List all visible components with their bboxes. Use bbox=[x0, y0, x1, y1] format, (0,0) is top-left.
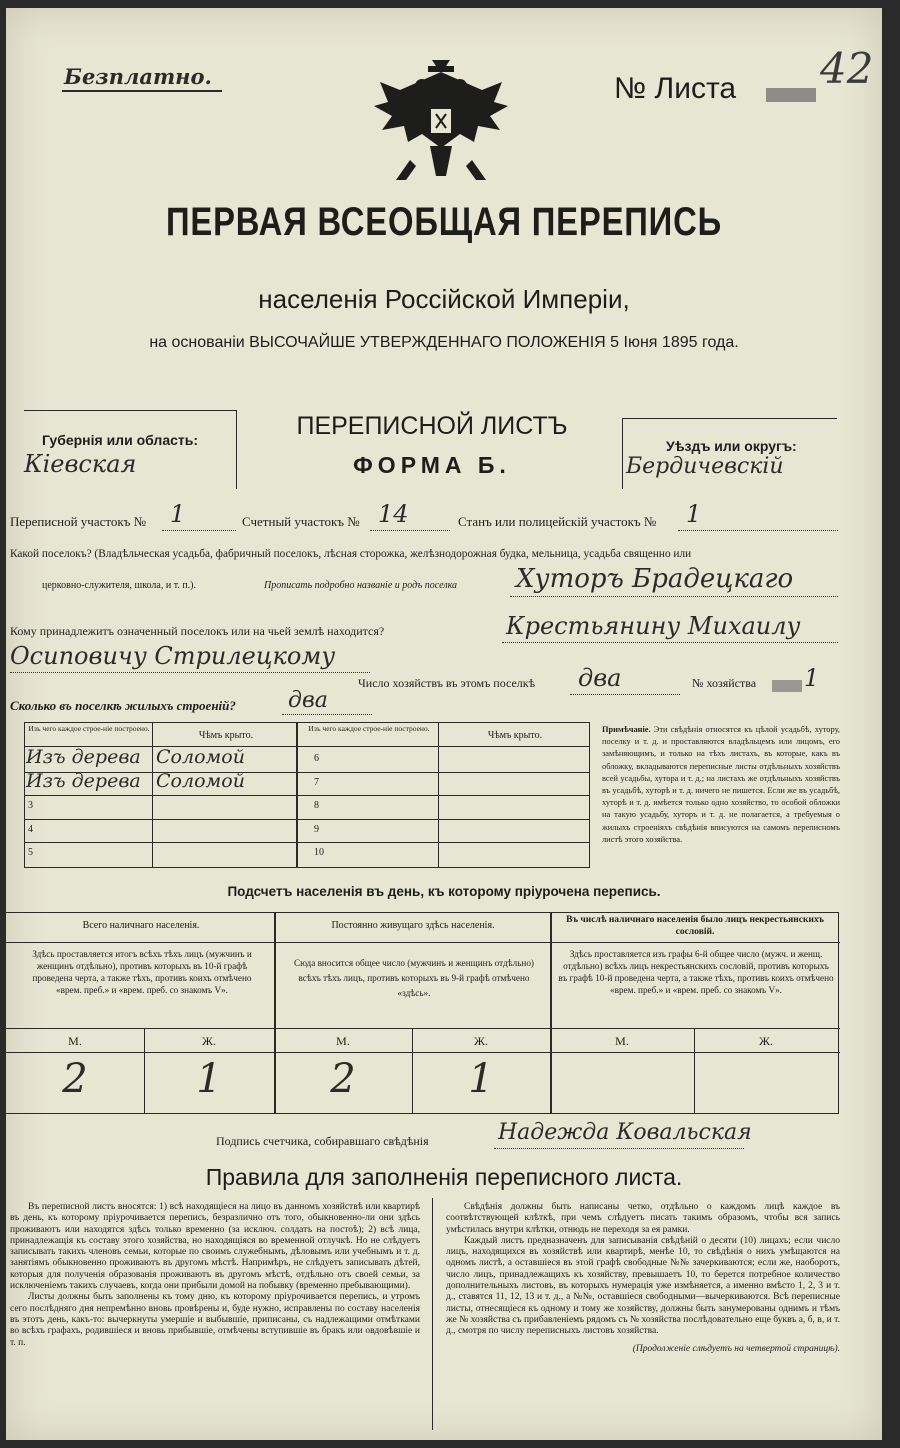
signature-label: Подпись счетчика, собиравшаго свѣдѣнія bbox=[216, 1134, 429, 1148]
bt-col-roof-right: Чѣмъ крыто. bbox=[487, 730, 543, 741]
pop-col2-f-label: Ж. bbox=[474, 1034, 488, 1048]
bt-right-row-number: 8 bbox=[314, 800, 319, 812]
census-area-label: Переписной участокъ № bbox=[10, 514, 147, 529]
bt-col-roof-left: Чѣмъ крыто. bbox=[198, 730, 254, 741]
household-no-stamp bbox=[772, 680, 802, 692]
owner-dots-2 bbox=[10, 672, 370, 673]
pop-col1-title: Всего наличнаго населенія. bbox=[82, 920, 200, 931]
settlement-question: Какой поселокъ? (Владѣльческая усадьба, фабричный поселокъ, лѣсная сторожка, желѣзнодорожная будка, мельница, усадьба священно или bbox=[10, 548, 692, 560]
bt-col-material-right: Изъ чего каждое строе-ніе построено. bbox=[308, 724, 430, 733]
population-title: Подсчетъ населенія въ день, къ которому пріурочена перепись. bbox=[227, 884, 661, 899]
households-label: Число хозяйствъ въ этомъ поселкѣ bbox=[358, 676, 536, 690]
pop-col2-text: Сюда вносится общее число (мужчинъ и женщинъ отдѣльно) всѣхъ тѣхъ лицъ, противъ которыхъ въ 9-й графѣ отмѣчено «здѣсь». bbox=[294, 958, 534, 998]
bt-right-row-number: 7 bbox=[314, 776, 319, 788]
bt-left-material: Изъ дерева bbox=[26, 746, 141, 768]
households-dots bbox=[570, 694, 680, 695]
buildings-value: два bbox=[288, 688, 328, 713]
bt-left-row-number: 5 bbox=[28, 847, 33, 859]
owner-dots-1 bbox=[502, 642, 838, 643]
settlement-dots bbox=[510, 596, 838, 597]
free-label-underline bbox=[62, 90, 222, 92]
buildings-label: Сколько въ поселкѣ жилыхъ строеній? bbox=[10, 698, 236, 713]
rules-left bbox=[10, 1202, 420, 1349]
double-headed-eagle-icon bbox=[370, 60, 512, 190]
signature-value: Надежда Ковальская bbox=[498, 1120, 752, 1145]
rules-title: Правила для заполненія переписного листа. bbox=[205, 1164, 683, 1190]
owner-value-1: Крестьянину Михаилу bbox=[506, 612, 801, 640]
sheet-number-label: № Листа bbox=[614, 72, 737, 105]
free-label: Безплатно. bbox=[64, 64, 212, 89]
camp-dots bbox=[678, 530, 838, 531]
rules-continued: (Продолженіе слѣдуетъ на четвертой страницѣ). bbox=[632, 1343, 840, 1354]
households-value: два bbox=[578, 664, 622, 692]
bt-left-row-number: 4 bbox=[28, 823, 33, 835]
owner-question: Кому принадлежитъ означенный поселокъ или на чьей землѣ находится? bbox=[10, 624, 385, 638]
note-label: Примѣчаніе. bbox=[602, 725, 651, 734]
pop-col3-text: Здѣсь проставляется изъ графы 6-й общее число (мужч. и женщ. отдѣльно) всѣхъ лицъ некрестьянскихъ сословій, противъ которыхъ въ графѣ 10-й проведена черта, а также тѣхъ, противъ коихъ отмѣчено «врем. преб.» и «врем. преб. со знакомъ V». bbox=[558, 949, 834, 995]
province-value: Кіевская bbox=[24, 450, 137, 478]
note-text: Эти свѣдѣнія относятся къ цѣлой усадьбѣ, хутору, поселку и т. д. и проставляются владѣльцемъ или лицомъ, его замѣняющимъ, и только на тѣхъ листахъ, въ которые, какъ въ обложку, вкладываются переписные листы отдѣльныхъ хозяйствъ всей усадьбы, хутора и т. д.; на листахъ же отдѣльныхъ хозяйствъ въ усадьбѣ, хуторѣ и т. д. ничего не пишется. Если же въ усадьбѣ, хуторѣ и т. д. имѣется только одно хозяйство, то особой обложки на такую усадьбу, хуторъ и т. д. не полагается, а требуемыя о жилыхъ строеніяхъ свѣдѣнія вписуются на самомъ переписномъ листѣ этого хозяйства. bbox=[602, 725, 841, 844]
pop-col1-f-label: Ж. bbox=[202, 1034, 216, 1048]
household-no-value: 1 bbox=[804, 664, 820, 692]
camp-label: Станъ или полицейскій участокъ № bbox=[458, 514, 657, 529]
buildings-dots bbox=[282, 714, 372, 715]
district-label: Уѣздъ или округъ: bbox=[666, 438, 797, 454]
pop-col1-text: Здѣсь проставляется итогъ всѣхъ тѣхъ лицъ (мужчинъ и женщинъ отдѣльно), противъ которыхъ въ 10-й графѣ проведена черта, а также тѣхъ, противъ коихъ отмѣчено «врем. преб.» и «врем. преб. со знакомъ V». bbox=[32, 949, 252, 995]
pop-col1-f-value: 1 bbox=[196, 1056, 222, 1102]
counting-area-dots bbox=[370, 530, 450, 531]
pop-col2-f-value: 1 bbox=[468, 1056, 494, 1102]
settlement-question-cont: церковно-служителя, школа, и т. п.). bbox=[42, 580, 196, 591]
household-no-label: № хозяйства bbox=[692, 676, 757, 690]
census-title: ПЕРВАЯ ВСЕОБЩАЯ ПЕРЕПИСЬ bbox=[166, 200, 722, 244]
sheet-number-value: 42 bbox=[820, 44, 874, 93]
pop-col3-m-label: М. bbox=[615, 1034, 629, 1048]
signature-dots bbox=[494, 1148, 744, 1149]
bt-col-material-left: Изъ чего каждое строе-ніе построено. bbox=[28, 724, 150, 733]
pt-title-line bbox=[6, 942, 840, 943]
form-label: ФОРМА Б. bbox=[353, 452, 511, 478]
counting-area-value: 14 bbox=[378, 500, 409, 528]
pop-col3-title: Въ числѣ наличнаго населенія было лицъ некрестьянскихъ сословій. bbox=[566, 915, 824, 937]
bt-row-line bbox=[24, 819, 590, 820]
census-area-value: 1 bbox=[170, 500, 186, 528]
rules-right bbox=[446, 1202, 840, 1355]
bt-left-roof: Соломой bbox=[156, 746, 245, 768]
bt-right-row-number: 6 bbox=[314, 753, 319, 764]
pop-col2-title: Постоянно живущаго здѣсь населенія. bbox=[331, 920, 495, 931]
pop-col3-f-label: Ж. bbox=[759, 1034, 773, 1048]
census-form-page bbox=[6, 8, 882, 1440]
sheet-title: ПЕРЕПИСНОЙ ЛИСТЪ bbox=[296, 412, 568, 440]
pop-col1-m-value: 2 bbox=[62, 1056, 88, 1102]
sheet-number-stamp bbox=[766, 88, 816, 102]
camp-value: 1 bbox=[686, 500, 702, 528]
note bbox=[602, 724, 840, 846]
census-subtitle: населенія Россійской Имперіи, bbox=[258, 284, 630, 314]
pt-text-line bbox=[6, 1028, 840, 1029]
counting-area-label: Счетный участокъ № bbox=[242, 514, 360, 529]
bt-left-material: Изъ дерева bbox=[26, 769, 141, 792]
bt-right-row-number: 10 bbox=[314, 847, 324, 859]
pop-col1-m-label: М. bbox=[68, 1034, 82, 1048]
bt-left-roof: Соломой bbox=[156, 769, 245, 792]
bt-row-line bbox=[24, 842, 590, 843]
bt-right-row-number: 9 bbox=[314, 823, 319, 835]
rules-right-text: Свѣдѣнія должны быть написаны четко, отдѣльно о каждомъ лицѣ каждое въ соотвѣтствующей клѣткѣ, при чемъ слѣдуетъ писать такимъ образомъ, чтобы вся запись умѣстилась внутри клѣтки, отнюдь не переходя за ея рамки. bbox=[446, 1202, 840, 1235]
owner-value-2: Осиповичу Стрилецкому bbox=[10, 642, 336, 670]
rules-divider bbox=[432, 1198, 433, 1430]
rules-left-text-2: Листы должны быть заполнены къ тому дню, къ которому пріурочивается перепись, и утромъ сего послѣдняго дня непремѣнно вновь провѣрены и, буде нужно, исправлены по составу населенія въ этотъ день, какъ-то: вычеркнуты умершіе и выбывшіе, приписаны, съ надлежащими отмѣтками во всѣхъ графахъ, родившіеся и вновь прибывшіе, отмѣчены вступившіе въ бракъ или овдовѣвшіе и т. п. bbox=[10, 1292, 420, 1348]
census-basis: на основаніи ВЫСОЧАЙШЕ УТВЕРЖДЕННАГО ПОЛОЖЕНІЯ 5 Іюня 1895 года. bbox=[149, 334, 739, 351]
pop-col2-m-value: 2 bbox=[330, 1056, 356, 1102]
settlement-instruction: Прописать подробно названіе и родъ поселка bbox=[264, 580, 458, 591]
settlement-value: Хуторъ Брадецкаго bbox=[516, 564, 794, 594]
census-area-dots bbox=[162, 530, 236, 531]
province-label: Губернія или область: bbox=[42, 432, 199, 448]
rules-right-text-2: Каждый листъ предназначенъ для записыванія свѣдѣній о десяти (10) лицахъ; если число лицъ, находящихся въ хозяйствѣ или квартирѣ, менѣе 10, то свѣдѣнія о нихъ умѣщаются на одномъ листѣ, а оставшіеся въ этой графѣ свободные №№ зачеркиваются; если же, наоборотъ, число лицъ, принадлежащихъ къ хозяйству, превышаетъ 10, то берется потребное количество дополнительныхъ листовъ, въ которыхъ нумерація уже измѣняется, а именно вмѣсто 1, 2, 3 и т. д., ставятся 11, 12, 13 и т. д., а №№, оставшіеся свободными—вычеркиваются. Всѣ переписные листы, отнесящіеся къ одному и тому же хозяйству, должны быть занумерованы однимъ и тѣмъ же № хозяйства съ прибавленіемъ рядомъ съ № хозяйства послѣдовательно еще буквъ а, б, в, и т. д., смотря по числу переписныхъ листовъ хозяйства. bbox=[446, 1235, 840, 1337]
pt-mf-line bbox=[6, 1052, 840, 1053]
pop-col2-m-label: М. bbox=[336, 1034, 350, 1048]
bt-left-row-number: 3 bbox=[28, 800, 33, 812]
rules-left-text: Въ переписной листъ вносятся: 1) всѣ находящіеся на лицо въ данномъ хозяйствѣ или квартирѣ въ день, къ которому пріурочивается перепись, безразлично отъ того, обыкновенно-ли они здѣсь проживаютъ или находятся здѣсь только временно (за исключ. солдатъ на постоѣ); 2) всѣ лица, принадлежащія къ составу этого хозяйства, но находящіяся во временной отлучкѣ. Но не слѣдуетъ записывать такихъ членовъ семьи, которые по своимъ служебнымъ, дѣловымъ или учебнымъ и т. д. занятіямъ обыкновенно проживаютъ въ другомъ мѣстѣ. Напримѣръ, не слѣдуетъ записывать дѣтей, которыя для полученія образованія проживаютъ въ другомъ мѣстѣ, отдѣльно отъ своей семьи, за исключеніемъ такихъ случаевъ, когда они прибыли домой на побывку (временно пребывающими). bbox=[10, 1202, 420, 1292]
district-value: Бердичевскій bbox=[626, 454, 784, 479]
bt-row-line bbox=[24, 795, 590, 796]
